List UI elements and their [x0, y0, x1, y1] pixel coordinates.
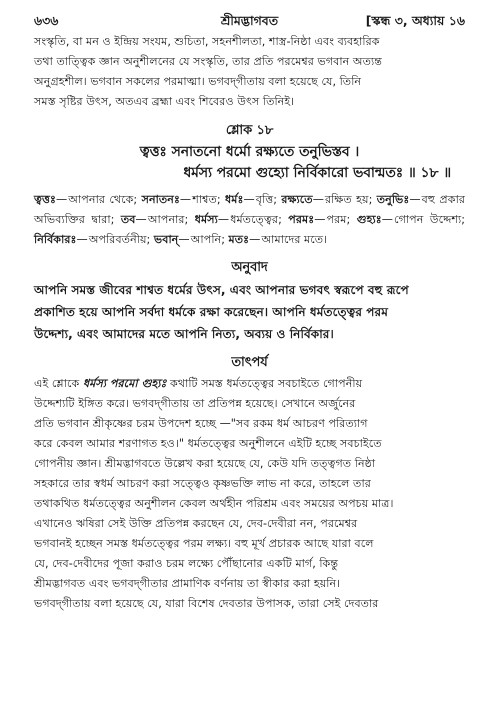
- synonym-meaning: গোপন উদ্দেশ্য;: [394, 213, 465, 226]
- translation-line: আপনি সমস্ত জীবের শাশ্বত ধর্মের উৎস, এবং আপনার ভগবৎ স্বরূপে বহু রূপে: [34, 283, 409, 297]
- purport-line: শ্রীমদ্ভাগবত এবং ভগবদ্‌গীতার প্রামাণিক বর্ণনায় তা স্বীকার করা হয়নি।: [34, 577, 341, 590]
- synonym-meaning: বহু প্রকার অভিব্যক্তির দ্বারা;: [34, 193, 465, 226]
- purport-line: উদ্দেশ্যটি ইঙ্গিত করে। ভগবদ্‌গীতায় তা প্রতিপন্ন হয়েছে। সেখানে অর্জুনের: [34, 397, 356, 410]
- synonym-term: সনাতনঃ: [141, 193, 180, 206]
- synonym-term: মতঃ: [228, 233, 250, 246]
- chapter-reference: [স্কন্ধ ৩, অধ্যায় ১৬: [365, 13, 465, 28]
- synonym-term: তব: [120, 213, 136, 226]
- purport-line: সহকারে তার স্বধর্ম আচরণ করা সত্ত্বেও কৃষ্ণভক্তি লাভ না করে, তাহলে তার: [34, 477, 371, 490]
- purport-quote: ধর্মস্য পরমো গুহ্যঃ: [82, 377, 167, 390]
- verse-text: [34, 142, 465, 184]
- purport-first-line: [34, 374, 465, 394]
- intro-paragraph: [34, 32, 465, 112]
- translation-heading: অনুবাদ: [231, 260, 268, 275]
- purport-line: করে কেবল আমার শরণাগত হও।" ধর্মতত্ত্বের অনুশীলনে এইটি হচ্ছে সবচাইতে: [34, 437, 382, 450]
- intro-line: তথা তাত্ত্বিক জ্ঞান অনুশীলনের যে সংস্কৃতি, তার প্রতি পরমেশ্বর ভগবান অত্যন্ত: [34, 55, 382, 68]
- intro-line: সংস্কৃতি, বা মন ও ইন্দ্রিয় সংযম, শুচিতা, সহনশীলতা, শাস্ত্র-নিষ্ঠা এবং ব্যবহারিক: [34, 35, 380, 48]
- purport-line: ভগবদ্‌গীতায় বলা হয়েছে যে, যারা বিশেষ দেবতার উপাসক, তারা সেই দেবতার: [34, 597, 379, 610]
- synonym-meaning: ধর্মতত্ত্বের;: [230, 213, 289, 226]
- book-title: শ্রীমদ্ভাগবত: [220, 13, 279, 28]
- synonym-meaning: আমাদের মতে।: [261, 233, 328, 246]
- synonym-term: ধর্মঃ: [225, 193, 244, 206]
- synonym-meaning: শাশ্বত;: [192, 193, 226, 206]
- intro-line: সমস্ত সৃষ্টির উৎস, অতএব ব্রহ্মা এবং শিবেরও উৎস তিনিই।: [34, 95, 295, 108]
- translation-line: উদ্দেশ্য, এবং আমাদের মতে আপনি নিত্য, অব্যয় ও নির্বিকার।: [34, 327, 334, 341]
- purport-line: গোপনীয় জ্ঞান। শ্রীমদ্ভাগবতে উল্লেখ করা হয়েছে যে, কেউ যদি তত্ত্বগত নিষ্ঠা: [34, 457, 376, 470]
- purport-line: তথাকথিত ধর্মতত্ত্বের অনুশীলন কেবল অর্থহীন পরিশ্রম এবং সময়ের অপচয় মাত্র।: [34, 497, 394, 510]
- synonym-meaning: বৃত্তি;: [255, 193, 282, 206]
- purport-line: এখানেও ঋষিরা সেই উক্তি প্রতিপন্ন করছেন যে, দেব-দেবীরা নন, পরমেশ্বর: [34, 517, 358, 530]
- synonym-meaning: পরম;: [326, 213, 357, 226]
- synonym-term: রক্ষ্যতে: [281, 193, 313, 206]
- synonym-meaning: আপনার;: [147, 213, 195, 226]
- synonym-term: ত্বত্তঃ: [34, 193, 56, 206]
- synonym-term: তনুভিঃ: [376, 193, 410, 206]
- translation-paragraph: [34, 279, 465, 345]
- purport-paragraph: [34, 374, 465, 614]
- synonym-term: ভবান্: [153, 233, 179, 246]
- synonym-meaning: আপনার থেকে;: [68, 193, 142, 206]
- synonym-meaning: অপরিবর্তনীয়;: [88, 233, 154, 246]
- verse-heading: শ্লোক ১৮: [225, 123, 274, 138]
- purport-line: যে, দেব-দেবীদের পূজা করাও চরম লক্ষ্যে পৌঁছানোর একটি মার্গ, কিন্তু: [34, 557, 339, 570]
- purport-line: প্রতি ভগবান শ্রীকৃষ্ণের চরম উপদেশ হচ্ছে —"সব রকম ধর্ম আচরণ পরিত্যাগ: [34, 417, 368, 430]
- page-number: ৬৩৬: [34, 13, 59, 28]
- purport-text: কথাটি সমস্ত ধর্মতত্ত্বের সবচাইতে গোপনীয়: [166, 377, 363, 390]
- synonym-meaning: আপনি;: [190, 233, 229, 246]
- synonym-term: পরমঃ: [288, 213, 315, 226]
- synonym-term: নির্বিকারঃ: [34, 233, 77, 246]
- purport-line: ভগবানই হচ্ছেন সমস্ত ধর্মতত্ত্বের পরম লক্ষ্য। বহু মূর্খ প্রচারক আছে যারা বলে: [34, 537, 374, 550]
- purport-text: এই শ্লোকে: [34, 377, 83, 390]
- synonym-term: গুহ্যঃ: [356, 213, 382, 226]
- translation-line: প্রকাশিত হয়ে আপনি সর্বদা ধর্মকে রক্ষা করেছেন। আপনি ধর্মতত্ত্বের পরম: [34, 305, 389, 319]
- synonyms: ত্বত্তঃ— আপনার থেকে; সনাতনঃ— শাশ্বত; ধর্মঃ— বৃত্তি; রক্ষ্যতে— রক্ষিত হয়; তনুভিঃ— বহু প্রকার অভিব্যক্তির দ্বারা; তব— আপনার; ধর্মস্য— ধর্মতত্ত্বের; পরমঃ— পরম; গুহ্যঃ— গোপন উদ্দেশ্য; নির্বিকারঃ— অপরিবর্তনীয়; ভবান্— আপনি; মতঃ— আমাদের মতে।: [34, 193, 465, 246]
- page-header: [34, 10, 465, 32]
- verse-line-2: ধর্মস্য পরমো গুহ্যো নির্বিকারো ভবান্মতঃ ॥ ১৮ ॥: [183, 165, 451, 181]
- purport-heading: তাৎপর্য: [231, 355, 268, 370]
- synonym-term: ধর্মস্য: [194, 213, 218, 226]
- intro-line: অনুগ্রহশীল। ভগবান সকলের পরমাত্মা। ভগবদ্‌গীতায় বলা হয়েছে যে, তিনি: [34, 75, 362, 88]
- synonym-meaning: রক্ষিত হয়;: [325, 193, 377, 206]
- verse-line-1: ত্বত্তঃ সনাতনো ধর্মো রক্ষ্যতে তনুভিস্তব ।: [139, 144, 360, 160]
